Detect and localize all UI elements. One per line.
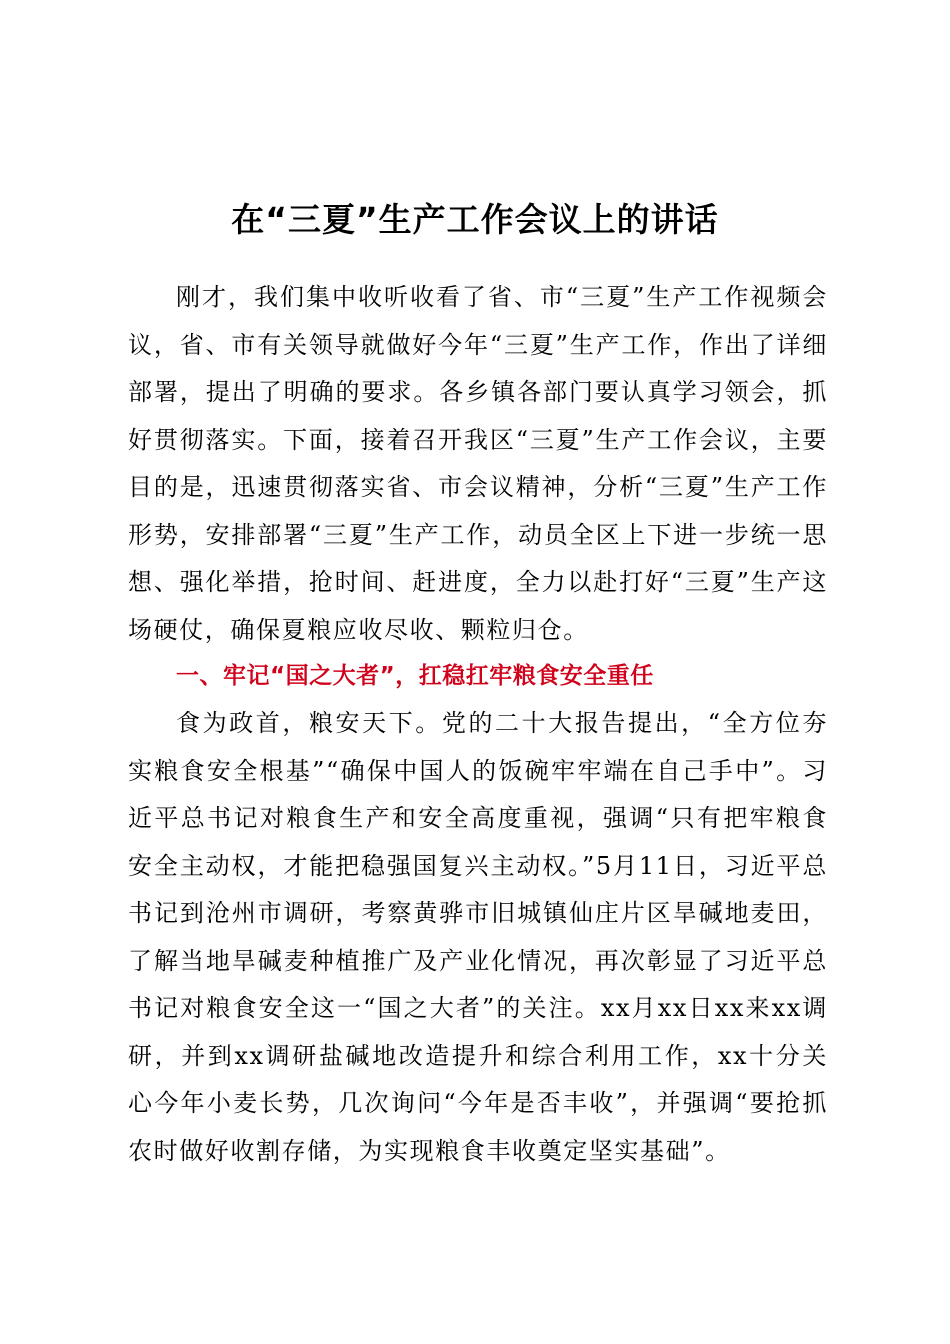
section-heading-1: 一、牢记“国之大者”，扛稳扛牢粮食安全重任 [176,663,654,689]
intro-paragraph: 刚才，我们集中收听收看了省、市“三夏”生产工作视频会议，省、市有关领导就做好今年“三夏”生产工作，作出了详细部署，提出了明确的要求。各乡镇各部门要认真学习领会，抓好贯彻落实。下面，接着召开我区“三夏”生产工作会议，主要目的是，迅速贯彻落实省、市会议精神，分析“三夏”生产工作形势，安排部署“三夏”生产工作，动员全区上下进一步统一思想、强化举措，抢时间、赶进度，全力以赴打好“三夏”生产这场硬仗，确保夏粮应收尽收、颗粒归仓。 [128,283,828,644]
section-1-paragraph: 食为政首，粮安天下。党的二十大报告提出，“全方位夯实粮食安全根基”“确保中国人的饭碗牢牢端在自己手中”。习近平总书记对粮食生产和安全高度重视，强调“只有把牢粮食安全主动权，才能把稳强国复兴主动权。”5月11日，习近平总书记到沧州市调研，考察黄骅市旧城镇仙庄片区旱碱地麦田，了解当地旱碱麦种植推广及产业化情况，再次彰显了习近平总书记对粮食安全这一“国之大者”的关注。xx月xx日xx来xx调研，并到xx调研盐碱地改造提升和综合利用工作，xx十分关心今年小麦长势，几次询问“今年是否丰收”，并强调“要抢抓农时做好收割存储，为实现粮食丰收奠定坚实基础”。 [128,709,828,1165]
document-title: 在“三夏”生产工作会议上的讲话 [231,200,719,239]
